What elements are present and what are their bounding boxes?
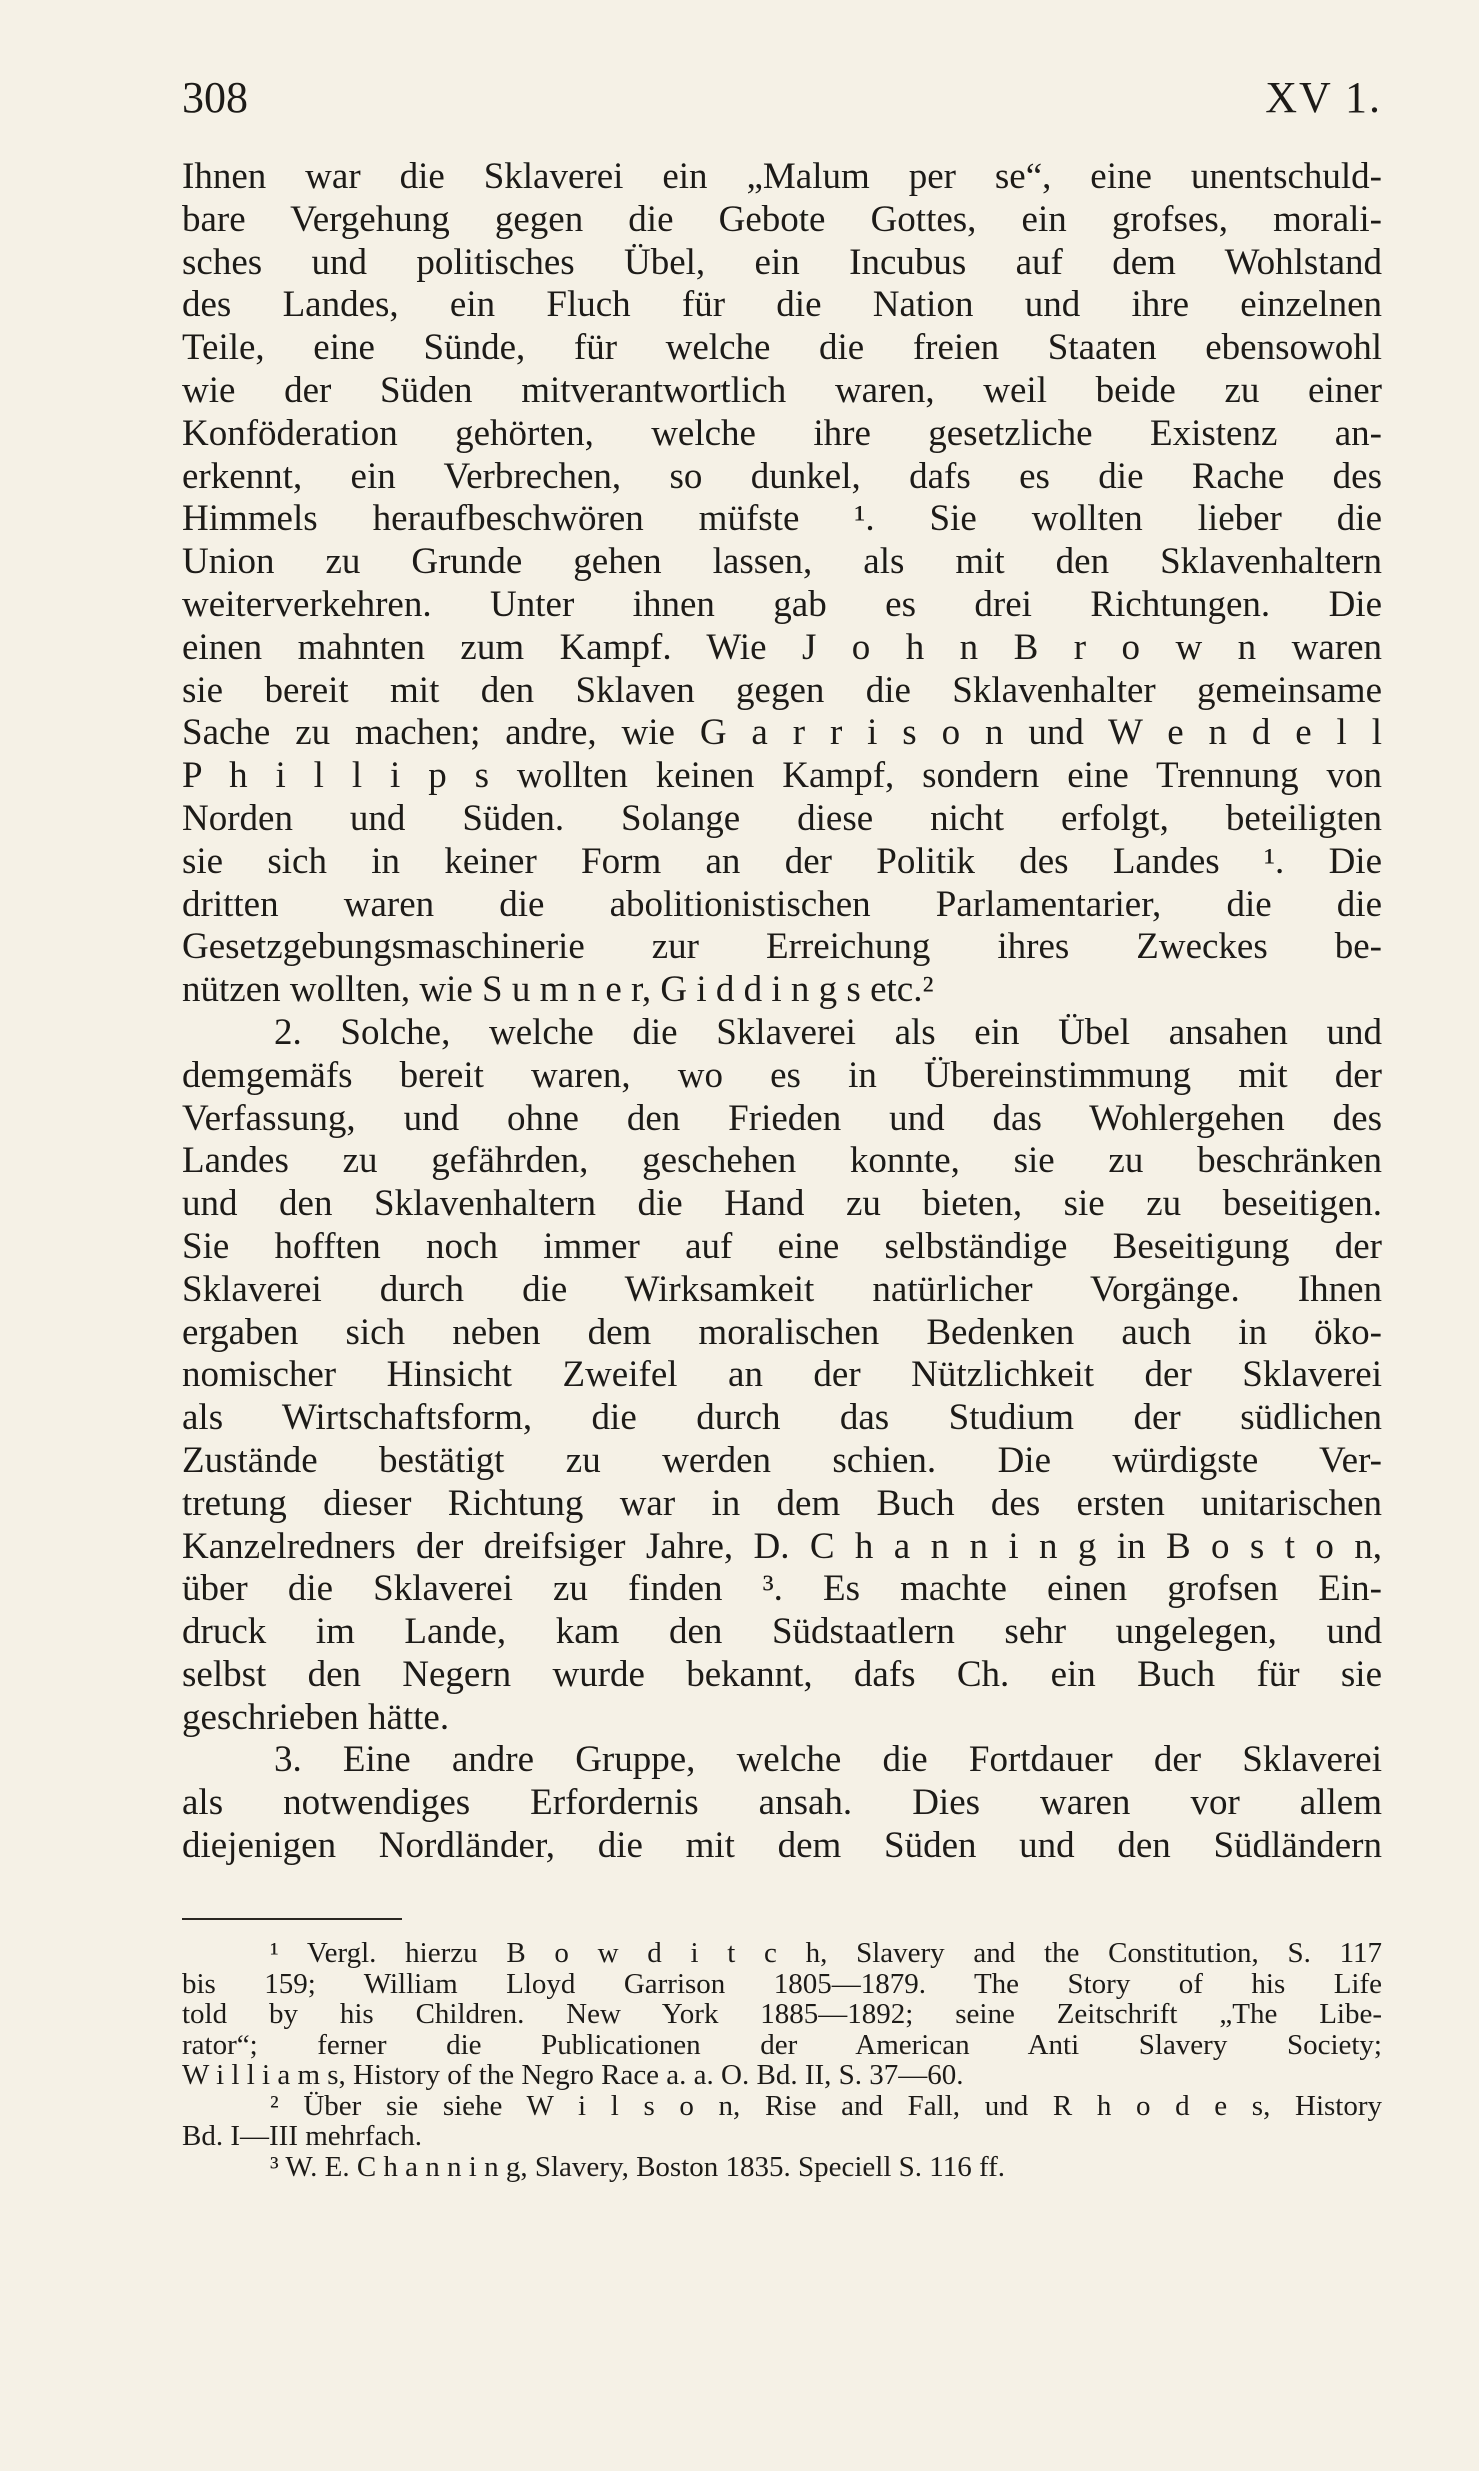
- text-line: Verfassung, und ohne den Frieden und das Wohlergehen des: [182, 1097, 1382, 1139]
- footnote-line: rator“; ferner die Publicationen der American Anti Slavery Society;: [182, 2028, 1382, 2061]
- text-line: 3. Eine andre Gruppe, welche die Fortdauer der Sklaverei: [274, 1739, 1382, 1781]
- text-line: erkennt, ein Verbrechen, so dunkel, dafs es die Rache des: [182, 455, 1382, 497]
- footnote-line: ¹ Vergl. hierzu B o w d i t c h, Slavery and the Constitution, S. 117: [270, 1937, 1382, 1969]
- text-line: als notwendiges Erfordernis ansah. Dies waren vor allem: [182, 1782, 1382, 1824]
- text-line: einen mahnten zum Kampf. Wie J o h n B r o w n waren: [182, 626, 1382, 668]
- text-line: demgemäfs bereit waren, wo es in Übereinstimmung mit der: [182, 1054, 1382, 1096]
- text-line: Himmels heraufbeschwören müfste ¹. Sie wollten lieber die: [182, 498, 1382, 540]
- text-line: nomischer Hinsicht Zweifel an der Nützlichkeit der Sklaverei: [182, 1354, 1382, 1396]
- footnote-line: W i l l i a m s, History of the Negro Race a. a. O. Bd. II, S. 37—60.: [182, 2059, 964, 2091]
- footnote-line: bis 159; William Lloyd Garrison 1805—1879. The Story of his Life: [182, 1967, 1382, 2000]
- text-line: selbst den Negern wurde bekannt, dafs Ch. ein Buch für sie: [182, 1653, 1382, 1695]
- text-line: Sklaverei durch die Wirksamkeit natürlicher Vorgänge. Ihnen: [182, 1268, 1382, 1310]
- body-text: [182, 156, 1382, 1868]
- text-line: und den Sklavenhaltern die Hand zu bieten, sie zu beseitigen.: [182, 1183, 1382, 1225]
- text-line: ergaben sich neben dem moralischen Bedenken auch in öko-: [182, 1311, 1382, 1353]
- text-line: Zustände bestätigt zu werden schien. Die würdigste Ver-: [182, 1439, 1382, 1481]
- text-line: sie bereit mit den Sklaven gegen die Sklavenhalter gemeinsame: [182, 669, 1382, 711]
- footnote-line: told by his Children. New York 1885—1892; seine Zeitschrift „The Libe-: [182, 1998, 1382, 2030]
- footnotes: [182, 1938, 1382, 2182]
- text-line: druck im Lande, kam den Südstaatlern sehr ungelegen, und: [182, 1611, 1382, 1653]
- text-line: bare Vergehung gegen die Gebote Gottes, ein grofses, morali-: [182, 198, 1382, 240]
- footnote-line: ³ W. E. C h a n n i n g, Slavery, Boston 1835. Speciell S. 116 ff.: [270, 2150, 1006, 2183]
- text-line: Sache zu machen; andre, wie G a r r i s o n und W e n d e l l: [182, 712, 1382, 754]
- text-line: Sie hofften noch immer auf eine selbständige Beseitigung der: [182, 1225, 1382, 1267]
- footnote-line: Bd. I—III mehrfach.: [182, 2120, 422, 2152]
- text-line: dritten waren die abolitionistischen Parlamentarier, die die: [182, 883, 1382, 925]
- text-line: 2. Solche, welche die Sklaverei als ein Übel ansahen und: [274, 1011, 1382, 1053]
- page-header: [182, 72, 1382, 132]
- text-line: Kanzelredners der dreifsiger Jahre, D. C h a n n i n g in B o s t o n,: [182, 1525, 1382, 1567]
- text-line: Landes zu gefährden, geschehen konnte, sie zu beschränken: [182, 1140, 1382, 1182]
- text-line: tretung dieser Richtung war in dem Buch des ersten unitarischen: [182, 1482, 1382, 1524]
- text-line: nützen wollten, wie S u m n e r, G i d d i n g s etc.²: [182, 969, 934, 1011]
- text-line: Gesetzgebungsmaschinerie zur Erreichung ihres Zweckes be-: [182, 926, 1382, 968]
- text-line: Teile, eine Sünde, für welche die freien Staaten ebensowohl: [182, 327, 1382, 369]
- text-line: des Landes, ein Fluch für die Nation und ihre einzelnen: [182, 284, 1382, 326]
- text-line: diejenigen Nordländer, die mit dem Süden und den Südländern: [182, 1825, 1382, 1867]
- text-line: Union zu Grunde gehen lassen, als mit den Sklavenhaltern: [182, 541, 1382, 583]
- text-line: sches und politisches Übel, ein Incubus auf dem Wohlstand: [182, 241, 1382, 283]
- page-number: 308: [182, 73, 248, 122]
- text-line: sie sich in keiner Form an der Politik des Landes ¹. Die: [182, 840, 1382, 882]
- chapter-mark: XV 1.: [1265, 73, 1382, 122]
- footnote-line: ² Über sie siehe W i l s o n, Rise and Fall, und R h o d e s, History: [270, 2089, 1382, 2122]
- text-line: geschrieben hätte.: [182, 1696, 450, 1738]
- text-line: P h i l l i p s wollten keinen Kampf, sondern eine Trennung von: [182, 755, 1382, 797]
- text-line: Ihnen war die Sklaverei ein „Malum per se“, eine unentschuld-: [182, 156, 1382, 197]
- text-line: Konföderation gehörten, welche ihre gesetzliche Existenz an-: [182, 412, 1382, 454]
- text-line: weiterverkehren. Unter ihnen gab es drei Richtungen. Die: [182, 583, 1382, 625]
- footnote-divider: [182, 1918, 402, 1920]
- text-line: Norden und Süden. Solange diese nicht erfolgt, beteiligten: [182, 797, 1382, 839]
- text-line: als Wirtschaftsform, die durch das Studium der südlichen: [182, 1397, 1382, 1439]
- text-line: wie der Süden mitverantwortlich waren, weil beide zu einer: [182, 369, 1382, 411]
- text-line: über die Sklaverei zu finden ³. Es machte einen grofsen Ein-: [182, 1568, 1382, 1610]
